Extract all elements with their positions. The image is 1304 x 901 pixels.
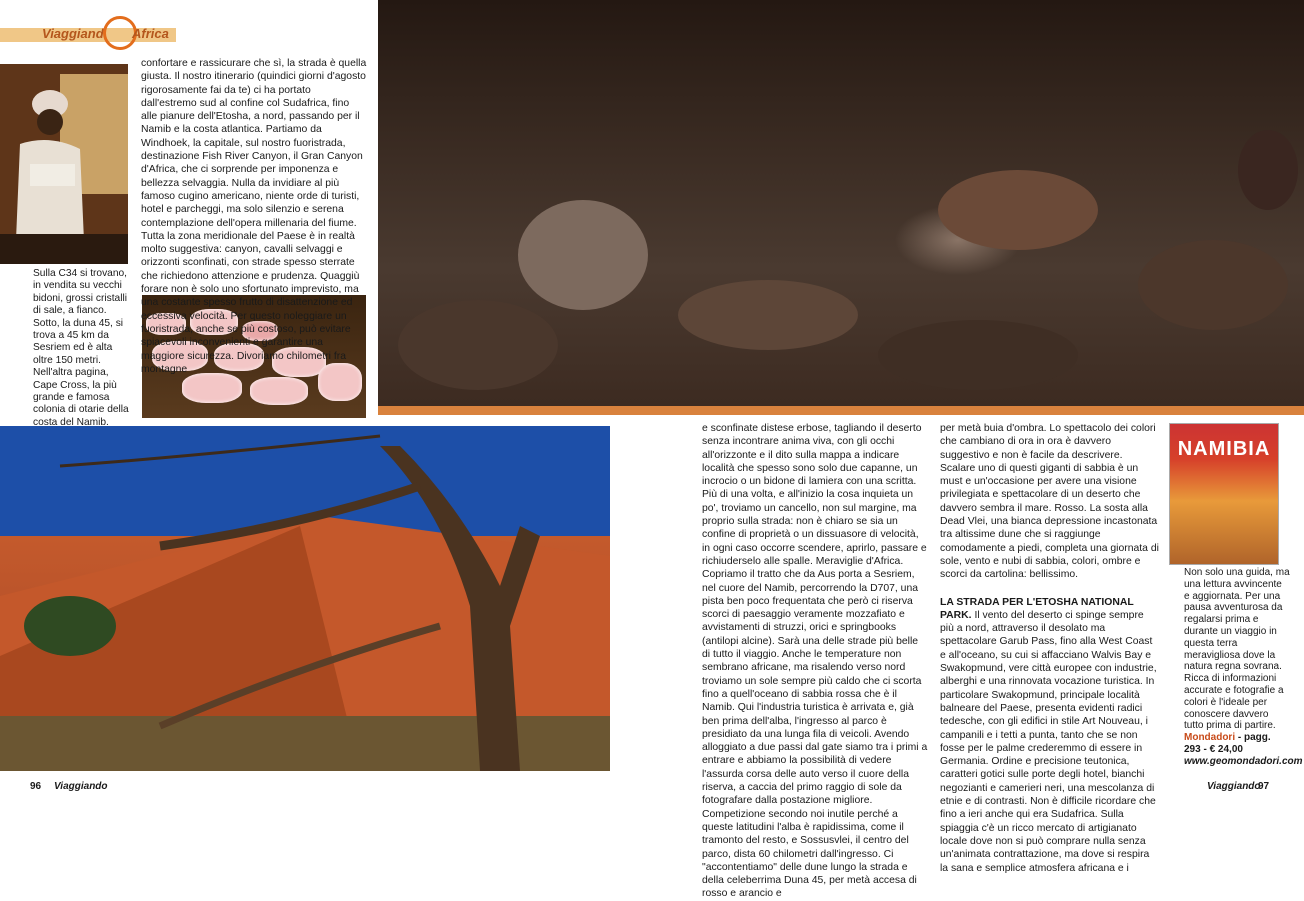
- magazine-logo: [0, 22, 176, 48]
- article-paragraph: per metà buia d'ombra. Lo spettacolo dei colori che cambiano di ora in ora è davvero suggestivo e non è facile da descrivere. Scalare uno di questi giganti di sabbia è un must e un'occasione per avere una visione privilegiata e spettacolare di un deserto che davvero sembra il mare. Rosso. La sosta alla Dead Vlei, una bianca depressione incastonata tra altissime dune che si raggiunge comodamente a piedi, completa una giornata di sole, vento e nubi di sabbia, colori, ombre e scorci da cartolina: bellissimo.: [940, 423, 1159, 581]
- rock: [678, 280, 858, 350]
- logo-text-viaggiando: Viaggiand: [42, 26, 104, 41]
- book-publisher: Mondadori: [1184, 732, 1236, 744]
- page-number-right: 97: [1258, 781, 1270, 792]
- book-cover: [1169, 423, 1279, 565]
- salt-crystal: [182, 373, 242, 403]
- book-title: NAMIBIA: [1177, 438, 1271, 460]
- photo-cape-cross-seals: [378, 0, 1304, 413]
- page-number-left: 96: [30, 781, 42, 792]
- article-paragraph: confortare e rassicurare che sì, la strada è quella giusta. Il nostro itinerario (quindici giorni d'agosto rigorosamente fai da te) ci ha portato dall'estremo sud al confine col Sudafrica, fino alle pianure dell'Etosha, a nord, passando per il Namib e la costa atlantica. Partiamo da Windhoek, la capitale, sul nostro fuoristrada, destinazione Fish River Canyon, il Gran Canyon d'Africa, che ci sorprende per imponenza e bellezza selvaggia. Nulla da invidiare al più famoso cugino americano, niente orde di turisti, hotel e parcheggi, ma solo silenzio e serena contemplazione dell'opera millenaria del fiume. Tutta la zona meridionale del Paese è in realtà molto suggestiva: canyon, cavalli selvaggi e orizzonti sconfinati, con strade spesso sterrate che richiedono attenzione e prudenza. Quaggiù forare non è solo uno sfortunato imprevisto, ma una costante spesso frutto di disattenzione ed eccessiva velocità. Per questo noleggiare un fuoristrada, anche se più costoso, può evitare spiacevoli inconvenienti e garantire una maggiore sicurezza. Divoriamo chilometri fra montagne: [141, 58, 367, 375]
- orange-rule: [378, 406, 1304, 415]
- article-paragraph: [940, 596, 1160, 875]
- photo-caption: Sulla C34 si trovano, in vendita su vecchi bidoni, grossi cristalli di sale, a fianco. Sotto, la duna 45, si trova a 45 km da Sesriem ed è alta oltre 150 metri. Nell'altra pagina, Cape Cross, la più grande e famosa colonia di otarie della costa del Namib.: [33, 268, 129, 428]
- rock: [398, 300, 558, 390]
- photo-dune-45: [0, 426, 610, 771]
- article-column-3: [940, 422, 1160, 875]
- book-price: - pagg. 293 - € 24,00: [1184, 732, 1271, 755]
- book-blurb: [1184, 567, 1303, 768]
- rock: [1138, 240, 1288, 330]
- article-column-1: [141, 57, 367, 376]
- bartender-illustration: [0, 64, 128, 264]
- section-text: Il vento del deserto ci spinge sempre più a nord, attraverso il desolato ma spettacolare Garub Pass, fino alla West Coast e all'oceano, su cui si affacciano Walvis Bay e Swakopmund, vere città europee con industrie, alberghi e una rinnovata vocazione turistica. In particolare Swakopmund, principale località balneare del Paese, presenta evidenti radici tedesche, con gli edifici in stile Art Nouveau, i campanili e i tetti a punta, tanto che se non fosse per le palme crederemmo di essere in Germania. Ordine e precisione teutonica, caratteri gotici sulle porte degli hotel, bianchi negozianti e camerieri neri, una mescolanza di etnie e di contrasti. Non è difficile ricordare che fino a ieri anche qui era Sudafrica. Sulla spiaggia c'è un ricco mercato di artigianato locale dove non si può comprare nulla senza un'animata contrattazione, ma dove si respira la sana e semplice atmosfera africana e i: [940, 609, 1157, 874]
- rock: [518, 200, 648, 310]
- section-heading: LA STRADA PER L'ETOSHA NATIONAL PARK.: [940, 596, 1134, 621]
- rock: [938, 170, 1098, 250]
- article-column-2: [702, 422, 928, 901]
- rock: [878, 320, 1078, 390]
- photo-bartender: [0, 64, 128, 264]
- logo-text-africa: Africa: [132, 26, 169, 41]
- footer-brand-right: Viaggiando: [1207, 781, 1261, 792]
- book-blurb-text: Non solo una guida, ma una lettura avvincente e aggiornata. Per una pausa avventurosa da regalarsi prima e durante un viaggio in questa terra meravigliosa dove la natura regna sovrana. Ricca di informazioni accurate e fotografie a colori è l'ideale per conoscere davvero tutto prima di partire.: [1184, 567, 1290, 732]
- article-paragraph: e sconfinate distese erbose, tagliando il deserto senza incontrare anima viva, con gli occhi all'orizzonte e il dito sulla mappa a indicare località che spesso sono solo due capanne, un incrocio o un bidone di lamiera con una scritta. Più di una volta, e all'inizio la cosa inquieta un po', troviamo un cancello, non sul margine, ma proprio sulla strada: non è chiaro se sia un confine di proprietà o un dissuasore di velocità, in ogni caso occorre scendere, aprirlo, passare e richiuderselo alle spalle. Meraviglie d'Africa. Copriamo il tratto che da Aus porta a Sesriem, nel cuore del Namib, percorrendo la D707, una pista ben poco frequentata che però ci riserva scorci di paesaggio veramente mozzafiato e avvistamenti di struzzi, orici e springbooks (antilopi alcine). Sarà una delle strade più belle di tutto il viaggio. Anche le temperature non sembrano africane, ma risalendo verso nord troviamo un sole sempre più caldo che ci scorta fino a quell'oceano di sabbia rossa che è il Namib. Qui l'industria turistica è arrivata e, già ben prima dell'alba, l'ingresso al parco è presidiato da una lunga fila di veicoli. Avendo alloggiato a due passi dal gate siamo tra i primi a entrare e abbiamo la possibilità di vedere l'assurda corsa delle auto verso il cuore della riserva, a caccia del primo raggio di sole da fotografare dalla postazione migliore. Competizione secondo noi inutile perché a queste latitudini l'alba è rapidissima, come il tramonto del resto, e Sossusvlei, il centro del parco, dista 60 chilometri dall'ingresso. Ci "accontentiamo" delle dune lungo la strada e della celeberrima Duna 45, per metà accesa di rosso e arancio e: [702, 423, 928, 900]
- rock: [1238, 130, 1298, 210]
- footer-brand-left: Viaggiando: [54, 781, 108, 792]
- book-url[interactable]: www.geomondadori.com: [1184, 755, 1303, 767]
- dune-tree-illustration: [0, 426, 610, 771]
- salt-crystal: [250, 377, 308, 405]
